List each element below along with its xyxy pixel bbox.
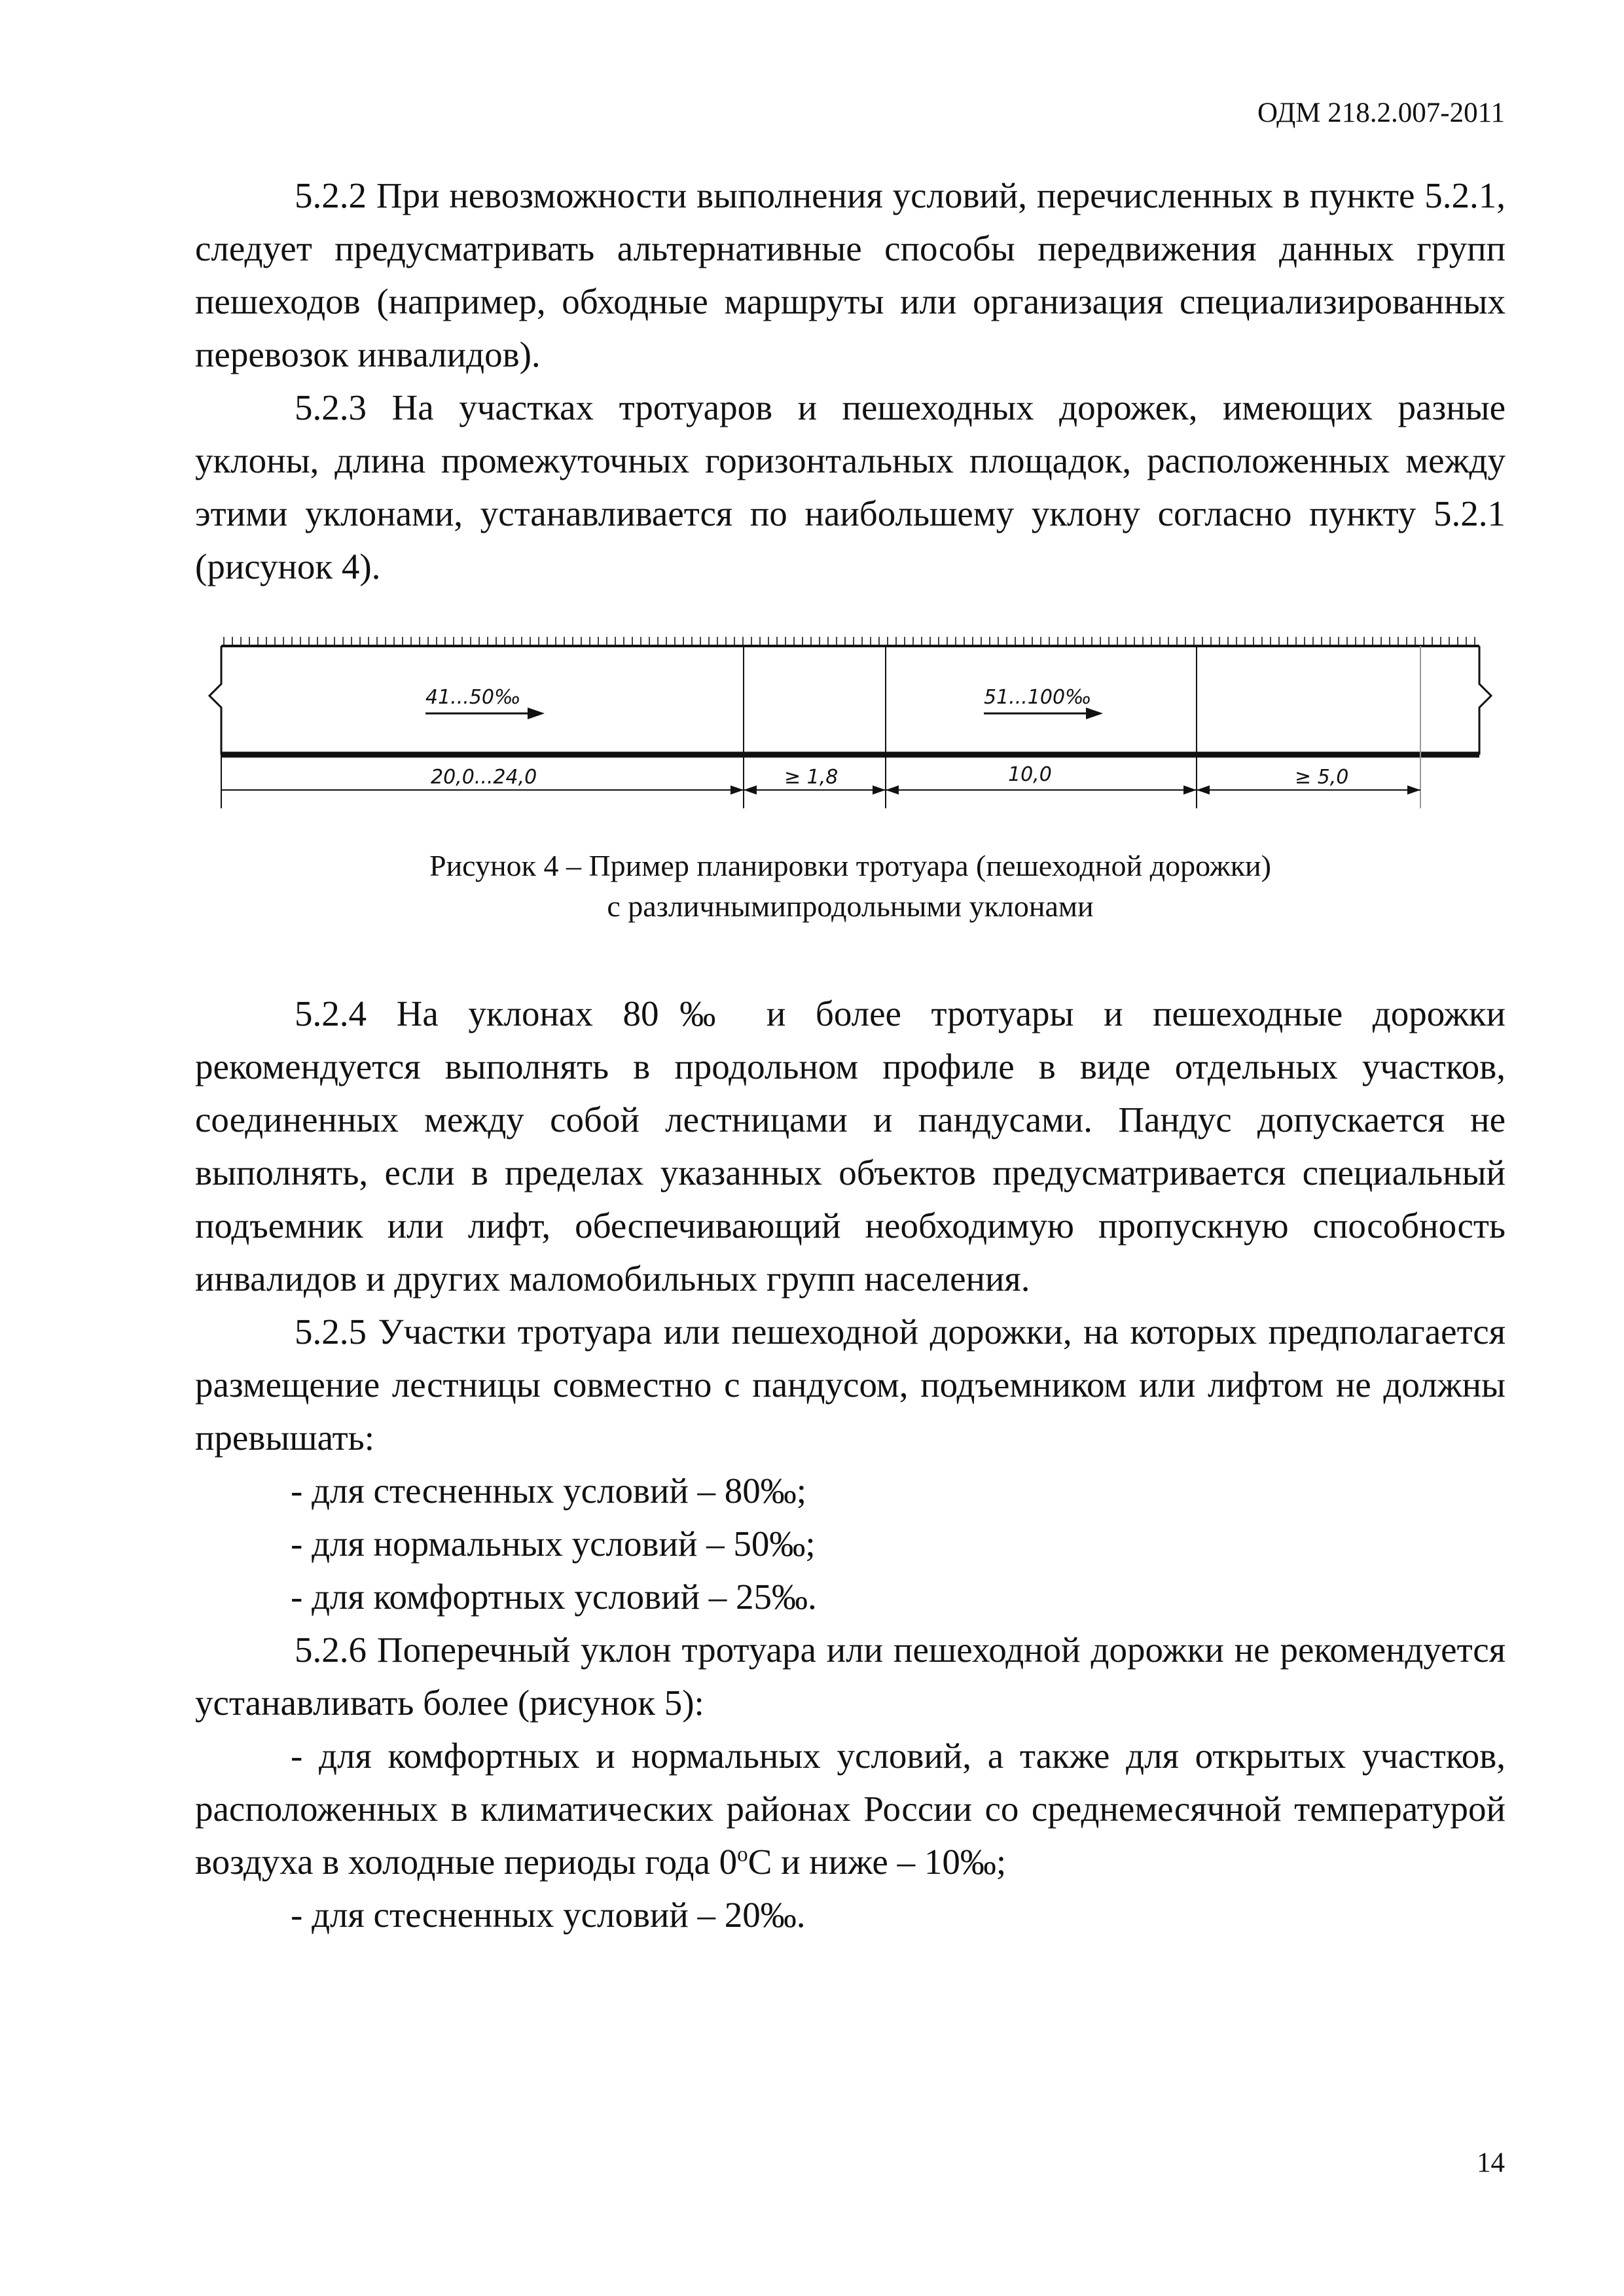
list-item-comfort-normal — [195, 1729, 1506, 1888]
caption-line-1: Рисунок 4 – Пример планировки тротуара (пешеходной дорожки) — [429, 849, 1271, 882]
top-edge-hatching — [224, 637, 1475, 645]
paragraph-5-2-5: 5.2.5 Участки тротуара или пешеходной дорожки, на которых предполагается размещение лестницы совместно с пандусом, подъемником или лифтом не должны превышать: — [195, 1312, 1506, 1458]
dimension-4: ≥ 5,0 — [1295, 766, 1349, 789]
text-section-top — [195, 169, 1506, 593]
paragraph-5-2-6: 5.2.6 Поперечный уклон тротуара или пешеходной дорожки не рекомендуется устанавливать более (рисунок 5): — [195, 1630, 1506, 1723]
dimension-1: 20,0...24,0 — [431, 766, 537, 789]
degree-superscript: o — [737, 1842, 748, 1867]
slope-label-2: 51...100‰ — [984, 686, 1092, 709]
dim-arrowhead — [886, 785, 899, 795]
list-item-cramped-cross: - для стесненных условий – 20‰. — [291, 1895, 806, 1935]
paragraph-5-2-2: 5.2.2 При невозможности выполнения условий, перечисленных в пункте 5.2.1, следует предусматривать альтернативные способы передвижения данных групп пешеходов (например, обходные маршруты или организация специализированных перевозок инвалидов). — [195, 175, 1506, 374]
dimension-3: 10,0 — [1008, 763, 1052, 786]
dimension-2: ≥ 1,8 — [784, 766, 839, 789]
dim-arrowhead — [744, 785, 757, 795]
right-break-mark — [1479, 646, 1491, 755]
document-code: ОДМ 218.2.007-2011 — [1257, 98, 1505, 128]
slope-label-1: 41...50‰ — [425, 686, 521, 709]
slope-arrowhead-2 — [1086, 708, 1103, 719]
paragraph-5-2-4: 5.2.4 На уклонах 80‰ и более тротуары и пешеходные дорожки рекомендуется выполнять в продольном профиле в виде отдельных участков, соединенных между собой лестницами и пандусами. Пандус допускается не выполнять, если в пределах указанных объектов предусматривается специальный подъемник или лифт, обеспечивающий необходимую пропускную способность инвалидов и других маломобильных групп населения. — [195, 994, 1506, 1299]
text-section-bottom — [195, 987, 1506, 1941]
left-break-mark — [209, 646, 221, 755]
list-item-normal: - для нормальных условий – 50‰; — [291, 1524, 816, 1564]
paragraph-5-2-3: 5.2.3 На участках тротуаров и пешеходных дорожек, имеющих разные уклоны, длина промежуточных горизонтальных площадок, расположенных между этими уклонами, устанавливается по наибольшему уклону согласно пункту 5.2.1 (рисунок 4). — [195, 387, 1506, 586]
list-item-cramped: - для стесненных условий – 80‰; — [291, 1471, 807, 1511]
dim-arrowhead — [731, 785, 744, 795]
slope-arrowhead-1 — [528, 708, 545, 719]
caption-line-2: с различнымипродольными уклонами — [607, 889, 1094, 923]
figure-caption — [195, 846, 1506, 927]
dim-arrowhead — [1407, 785, 1420, 795]
figure-4-sidewalk-profile — [195, 612, 1506, 821]
sidewalk-diagram — [195, 612, 1506, 821]
list-item-text: - для комфортных и нормальных условий, а также для открытых участков, расположенных в климатических районах России со среднемесячной температурой воздуха в холодные периоды года 0 — [195, 1736, 1506, 1882]
list-item-comfort: - для комфортных условий – 25‰. — [291, 1577, 817, 1617]
list-item-text: С и ниже – 10‰; — [748, 1842, 1007, 1882]
page-number: 14 — [1477, 2147, 1505, 2178]
dim-arrowhead — [1183, 785, 1197, 795]
dim-arrowhead — [1197, 785, 1210, 795]
dim-arrowhead — [873, 785, 886, 795]
